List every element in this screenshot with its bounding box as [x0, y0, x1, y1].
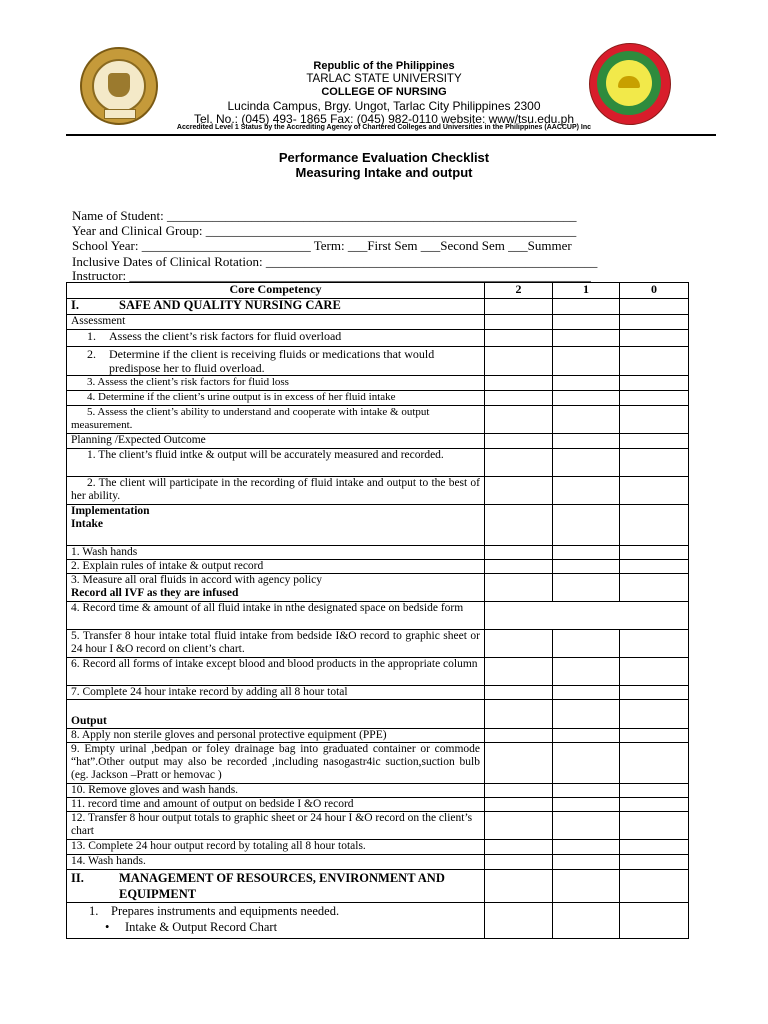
- score-cell[interactable]: [485, 602, 689, 630]
- score-cell[interactable]: [620, 560, 689, 574]
- score-cell[interactable]: [553, 330, 620, 347]
- table-row: [67, 299, 689, 315]
- score-cell[interactable]: [485, 330, 553, 347]
- table-row: [67, 870, 689, 903]
- score-cell[interactable]: [620, 299, 689, 315]
- score-cell[interactable]: [485, 812, 553, 840]
- table-row: [67, 315, 689, 330]
- header-university: TARLAC STATE UNIVERSITY: [306, 73, 462, 85]
- score-cell[interactable]: [553, 630, 620, 658]
- score-cell[interactable]: [553, 449, 620, 477]
- score-cell[interactable]: [620, 347, 689, 376]
- instructor-field[interactable]: Instructor: _______________________________________________________________________: [72, 268, 591, 283]
- score-cell[interactable]: [485, 798, 553, 812]
- table-row: [67, 505, 689, 546]
- competency-item: 1. Assess the client’s risk factors for fluid overload: [67, 330, 485, 347]
- table-row: [67, 903, 689, 939]
- score-cell[interactable]: [553, 840, 620, 855]
- competency-item: 9. Empty urinal ,bedpan or foley drainage bag into graduated container or commode “hat”.Other output may also be recorded ,including nasogastr4ic suction,suction bulb (eg. Jackson –Pratt or hemovac ): [67, 743, 485, 784]
- score-cell[interactable]: [553, 855, 620, 870]
- table-row: [67, 743, 689, 784]
- score-cell[interactable]: [620, 505, 689, 546]
- table-row: [67, 477, 689, 505]
- score-cell[interactable]: [553, 574, 620, 602]
- rotation-dates-field[interactable]: Inclusive Dates of Clinical Rotation: ___________________________________________________: [72, 254, 598, 269]
- score-cell[interactable]: [485, 686, 553, 700]
- clinical-group-field[interactable]: Year and Clinical Group: _________________________________________________________: [72, 223, 577, 238]
- score-cell[interactable]: [620, 743, 689, 784]
- competency-item: 1. Prepares instruments and equipments needed. • Intake & Output Record Chart: [67, 903, 485, 939]
- document-title: Performance Evaluation Checklist: [278, 150, 490, 165]
- score-cell[interactable]: [485, 574, 553, 602]
- score-cell[interactable]: [485, 434, 553, 449]
- competency-item: 7. Complete 24 hour intake record by adding all 8 hour total: [67, 686, 485, 700]
- table-header-row: [67, 283, 689, 299]
- competency-item: 3. Measure all oral fluids in accord with agency policy Record all IVF as they are infused: [67, 574, 485, 602]
- score-cell[interactable]: [485, 546, 553, 560]
- section-heading: II. MANAGEMENT OF RESOURCES, ENVIRONMENT AND EQUIPMENT: [67, 870, 485, 903]
- score-cell[interactable]: [620, 391, 689, 406]
- header-country: Republic of the Philippines: [313, 60, 455, 72]
- score-cell[interactable]: [485, 700, 553, 729]
- score-cell[interactable]: [553, 798, 620, 812]
- header-core-competency: Core Competency: [67, 283, 485, 299]
- score-cell[interactable]: [553, 347, 620, 376]
- score-cell[interactable]: [553, 560, 620, 574]
- table-row: [67, 406, 689, 434]
- table-row: [67, 658, 689, 686]
- header-contact: Tel. No.: (045) 493- 1865 Fax: (045) 982-0110 website: www/tsu.edu.ph: [194, 112, 574, 126]
- subsection-label: Output: [67, 700, 485, 729]
- score-cell[interactable]: [485, 903, 553, 939]
- score-cell[interactable]: [485, 299, 553, 315]
- score-cell[interactable]: [485, 449, 553, 477]
- score-cell[interactable]: [485, 870, 553, 903]
- table-row: [67, 812, 689, 840]
- score-cell[interactable]: [485, 855, 553, 870]
- score-cell[interactable]: [620, 477, 689, 505]
- score-cell[interactable]: [553, 729, 620, 743]
- score-cell[interactable]: [620, 658, 689, 686]
- score-cell[interactable]: [620, 812, 689, 840]
- score-cell[interactable]: [553, 315, 620, 330]
- competency-item: 4. Determine if the client’s urine output is in excess of her fluid intake: [67, 391, 485, 406]
- score-cell[interactable]: [553, 376, 620, 391]
- competency-item: 12. Transfer 8 hour output totals to graphic sheet or 24 hour I &O record on the client’s chart: [67, 812, 485, 840]
- competency-item: 5. Transfer 8 hour intake total fluid intake from bedside I&O record to graphic sheet or 24 hour I &O record on client’s chart.: [67, 630, 485, 658]
- competency-item: 1. Wash hands: [67, 546, 485, 560]
- score-cell[interactable]: [553, 700, 620, 729]
- score-cell[interactable]: [620, 840, 689, 855]
- subsection-label: Assessment: [67, 315, 485, 330]
- score-cell[interactable]: [620, 630, 689, 658]
- table-row: [67, 784, 689, 798]
- table-row: [67, 798, 689, 812]
- score-cell[interactable]: [620, 315, 689, 330]
- table-row: [67, 840, 689, 855]
- score-cell[interactable]: [553, 505, 620, 546]
- score-cell[interactable]: [485, 630, 553, 658]
- competency-item: 14. Wash hands.: [67, 855, 485, 870]
- score-cell[interactable]: [620, 406, 689, 434]
- score-cell[interactable]: [553, 686, 620, 700]
- table-row: [67, 376, 689, 391]
- score-cell[interactable]: [620, 855, 689, 870]
- subsection-label: Implementation Intake: [67, 505, 485, 546]
- score-cell[interactable]: [620, 574, 689, 602]
- score-cell[interactable]: [485, 391, 553, 406]
- score-cell[interactable]: [620, 434, 689, 449]
- table-row: [67, 330, 689, 347]
- score-cell[interactable]: [620, 330, 689, 347]
- score-cell[interactable]: [485, 560, 553, 574]
- header-campus: Lucinda Campus, Brgy. Ungot, Tarlac City Philippines 2300: [227, 99, 541, 113]
- score-cell[interactable]: [553, 299, 620, 315]
- table-row: [67, 391, 689, 406]
- table-row: [67, 855, 689, 870]
- subsection-label: Planning /Expected Outcome: [67, 434, 485, 449]
- table-row: [67, 347, 689, 376]
- competency-item: 2. Determine if the client is receiving fluids or medications that would predispose her to fluid overload.: [67, 347, 485, 376]
- score-cell[interactable]: [485, 784, 553, 798]
- table-row: [67, 729, 689, 743]
- score-cell[interactable]: [485, 729, 553, 743]
- bullet-item: • Intake & Output Record Chart: [71, 919, 480, 935]
- score-cell[interactable]: [620, 686, 689, 700]
- header-score-1: 1: [553, 283, 620, 299]
- score-cell[interactable]: [620, 870, 689, 903]
- score-cell[interactable]: [620, 903, 689, 939]
- document-subtitle: Measuring Intake and output: [295, 165, 473, 180]
- table-row: [67, 449, 689, 477]
- competency-item: 10. Remove gloves and wash hands.: [67, 784, 485, 798]
- score-cell[interactable]: [485, 505, 553, 546]
- score-cell[interactable]: [485, 743, 553, 784]
- competency-item: 5. Assess the client’s ability to understand and cooperate with intake & output measurement.: [67, 406, 485, 434]
- score-cell[interactable]: [553, 812, 620, 840]
- header-score-0: 0: [620, 283, 689, 299]
- score-cell[interactable]: [620, 798, 689, 812]
- score-cell[interactable]: [620, 546, 689, 560]
- header-accreditation: Accredited Level 1 Status by the Accrediting Agency of Chartered Colleges and Universities in the Philippines (AACCUP) Inc: [176, 124, 592, 131]
- competency-item: 13. Complete 24 hour output record by totaling all 8 hour totals.: [67, 840, 485, 855]
- header-score-2: 2: [485, 283, 553, 299]
- score-cell[interactable]: [485, 658, 553, 686]
- header-college: COLLEGE OF NURSING: [321, 86, 447, 98]
- score-cell[interactable]: [485, 315, 553, 330]
- table-row: [67, 574, 689, 602]
- table-row: [67, 602, 689, 630]
- score-cell[interactable]: [620, 784, 689, 798]
- score-cell[interactable]: [553, 658, 620, 686]
- score-cell[interactable]: [553, 870, 620, 903]
- table-row: [67, 560, 689, 574]
- score-cell[interactable]: [553, 406, 620, 434]
- score-cell[interactable]: [485, 347, 553, 376]
- competency-item: 4. Record time & amount of all fluid intake in nthe designated space on bedside form: [67, 602, 485, 630]
- competency-item: 2. Explain rules of intake & output record: [67, 560, 485, 574]
- score-cell[interactable]: [485, 477, 553, 505]
- competency-item: 3. Assess the client’s risk factors for fluid loss: [67, 376, 485, 391]
- header-divider: [66, 134, 716, 136]
- score-cell[interactable]: [553, 903, 620, 939]
- score-cell[interactable]: [485, 406, 553, 434]
- score-cell[interactable]: [553, 546, 620, 560]
- student-name-field[interactable]: Name of Student: _______________________________________________________________: [72, 208, 577, 223]
- school-year-field[interactable]: School Year: __________________________ Term: ___First Sem ___Second Sem ___Summer: [72, 238, 572, 253]
- score-cell[interactable]: [620, 376, 689, 391]
- competency-item: 6. Record all forms of intake except blood and blood products in the appropriate column: [67, 658, 485, 686]
- score-cell[interactable]: [485, 376, 553, 391]
- competency-item: 2. The client will participate in the recording of fluid intake and output to the best of her ability.: [67, 477, 485, 505]
- score-cell[interactable]: [620, 449, 689, 477]
- score-cell[interactable]: [620, 700, 689, 729]
- score-cell[interactable]: [553, 477, 620, 505]
- competency-item: 11. record time and amount of output on bedside I &O record: [67, 798, 485, 812]
- score-cell[interactable]: [553, 743, 620, 784]
- score-cell[interactable]: [620, 729, 689, 743]
- score-cell[interactable]: [553, 391, 620, 406]
- table-row: [67, 686, 689, 700]
- table-row: [67, 434, 689, 449]
- table-row: [67, 546, 689, 560]
- score-cell[interactable]: [485, 840, 553, 855]
- section-heading: I. SAFE AND QUALITY NURSING CARE: [67, 299, 485, 315]
- checklist-table: [66, 282, 689, 939]
- table-row: [67, 700, 689, 729]
- score-cell[interactable]: [553, 434, 620, 449]
- competency-item: 8. Apply non sterile gloves and personal protective equipment (PPE): [67, 729, 485, 743]
- competency-item: 1. The client’s fluid intke & output will be accurately measured and recorded.: [67, 449, 485, 477]
- table-row: [67, 630, 689, 658]
- score-cell[interactable]: [553, 784, 620, 798]
